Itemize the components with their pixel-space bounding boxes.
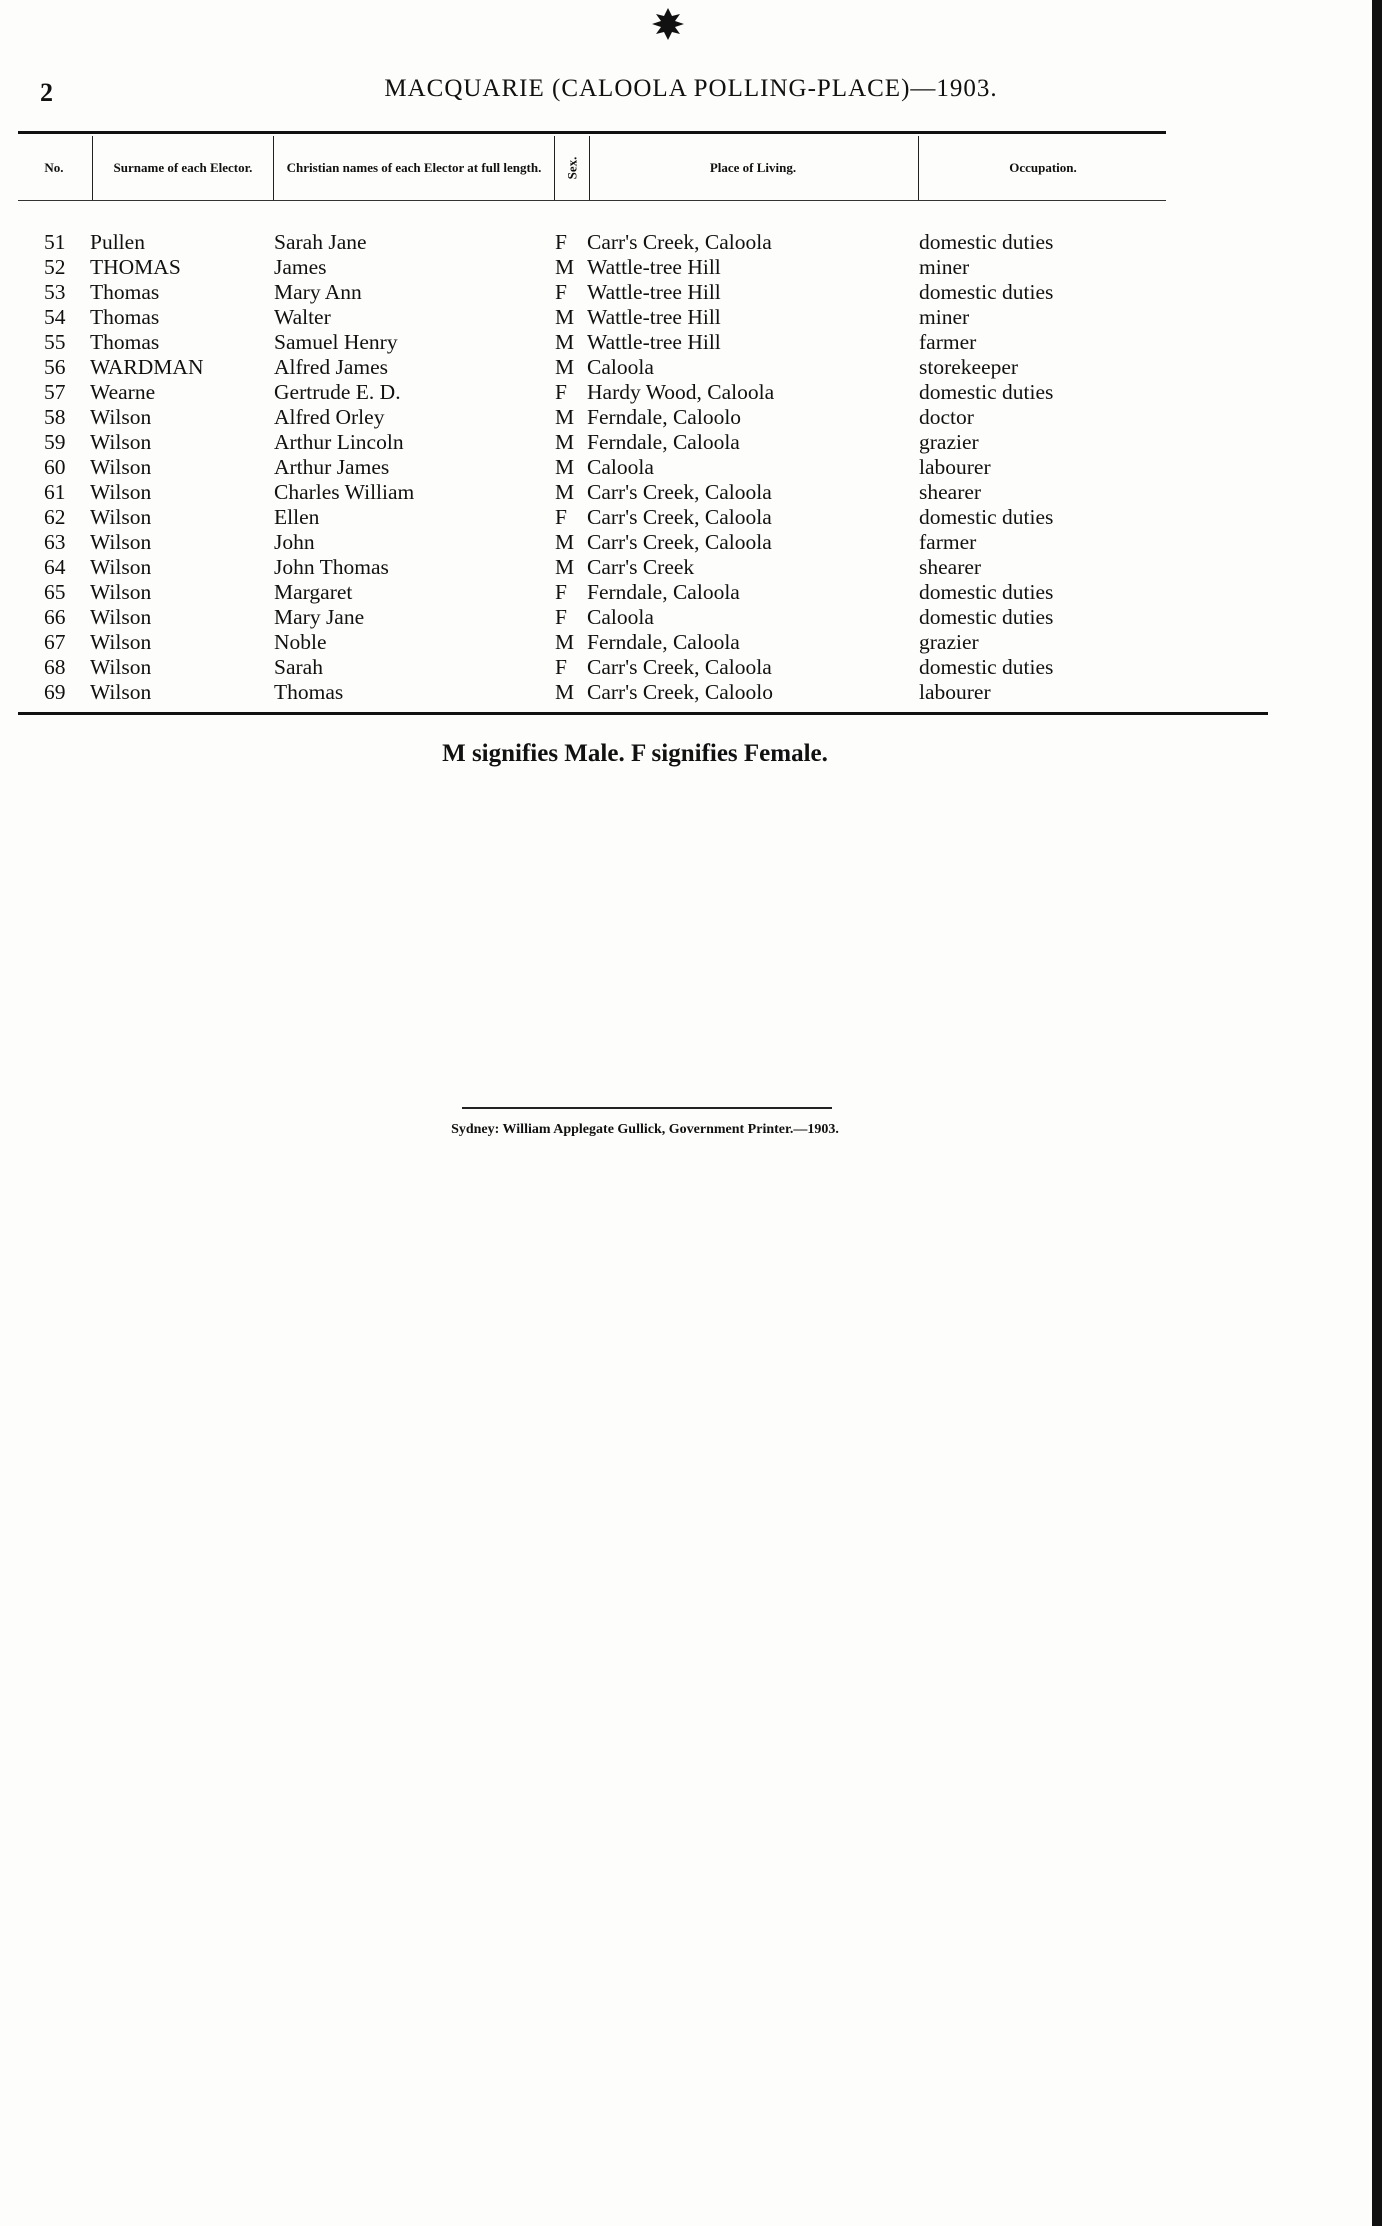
elector-number: 62 — [44, 505, 66, 529]
elector-number: 67 — [44, 630, 66, 654]
elector-surname: Wilson — [90, 555, 152, 579]
elector-number: 51 — [44, 230, 66, 254]
table-row — [0, 230, 1382, 255]
elector-surname: Wilson — [90, 405, 152, 429]
elector-number: 59 — [44, 430, 66, 454]
elector-christian-names: John Thomas — [274, 555, 389, 579]
elector-occupation: domestic duties — [919, 605, 1054, 629]
elector-place-of-living: Wattle-tree Hill — [587, 280, 721, 304]
elector-christian-names: Mary Ann — [274, 280, 362, 304]
elector-place-of-living: Caloola — [587, 455, 654, 479]
elector-number: 56 — [44, 355, 66, 379]
elector-occupation: farmer — [919, 530, 977, 554]
elector-place-of-living: Carr's Creek, Caloola — [587, 230, 772, 254]
elector-sex: M — [555, 680, 575, 704]
elector-occupation: storekeeper — [919, 355, 1019, 379]
elector-sex: M — [555, 455, 575, 479]
elector-sex: F — [555, 580, 567, 604]
elector-surname: Wilson — [90, 680, 152, 704]
table-row — [0, 255, 1382, 280]
table-top-rule — [18, 131, 1166, 134]
table-row — [0, 505, 1382, 530]
elector-christian-names: Alfred Orley — [274, 405, 385, 429]
table-row — [0, 555, 1382, 580]
elector-surname: Wilson — [90, 605, 152, 629]
crest-emblem-icon — [648, 6, 688, 42]
elector-sex: M — [555, 355, 575, 379]
header-place-of-living: Place of Living. — [709, 160, 797, 175]
elector-sex: M — [555, 405, 575, 429]
elector-sex: M — [555, 255, 575, 279]
elector-surname: Wilson — [90, 630, 152, 654]
header-surname: Surname of each Elector. — [92, 136, 273, 200]
elector-sex: M — [555, 555, 575, 579]
elector-sex: F — [555, 655, 567, 679]
elector-sex: M — [555, 530, 575, 554]
elector-occupation: miner — [919, 305, 970, 329]
elector-number: 68 — [44, 655, 66, 679]
elector-number: 57 — [44, 380, 66, 404]
table-row — [0, 580, 1382, 605]
elector-number: 54 — [44, 305, 66, 329]
printer-imprint: Sydney: William Applegate Gullick, Government Printer.—1903. — [451, 1122, 839, 1137]
elector-sex: M — [555, 430, 575, 454]
elector-christian-names: Arthur James — [274, 455, 390, 479]
elector-occupation: labourer — [919, 455, 991, 479]
elector-place-of-living: Ferndale, Caloolo — [587, 405, 742, 429]
table-row — [0, 430, 1382, 455]
elector-occupation: shearer — [919, 555, 982, 579]
table-row — [0, 655, 1382, 680]
elector-number: 58 — [44, 405, 66, 429]
elector-surname: Wilson — [90, 455, 152, 479]
table-row — [0, 480, 1382, 505]
elector-occupation: domestic duties — [919, 380, 1054, 404]
elector-christian-names: Ellen — [274, 505, 320, 529]
elector-surname: Wilson — [90, 580, 152, 604]
elector-number: 61 — [44, 480, 66, 504]
elector-occupation: doctor — [919, 405, 974, 429]
elector-sex: M — [555, 305, 575, 329]
elector-number: 65 — [44, 580, 66, 604]
elector-christian-names: John — [274, 530, 315, 554]
elector-number: 63 — [44, 530, 66, 554]
elector-place-of-living: Ferndale, Caloola — [587, 630, 740, 654]
elector-surname: Wilson — [90, 430, 152, 454]
elector-christian-names: Charles William — [274, 480, 415, 504]
table-row — [0, 680, 1382, 705]
elector-number: 55 — [44, 330, 66, 354]
table-row — [0, 405, 1382, 430]
elector-occupation: domestic duties — [919, 505, 1054, 529]
elector-surname: Thomas — [90, 305, 160, 329]
elector-occupation: miner — [919, 255, 970, 279]
table-row — [0, 280, 1382, 305]
elector-christian-names: Samuel Henry — [274, 330, 398, 354]
table-row — [0, 330, 1382, 355]
elector-occupation: grazier — [919, 630, 979, 654]
page-title: MACQUARIE (CALOOLA POLLING-PLACE)—1903. — [384, 75, 998, 102]
elector-sex: F — [555, 605, 567, 629]
header-bottom-rule — [18, 200, 1166, 201]
elector-christian-names: Thomas — [274, 680, 344, 704]
elector-sex: F — [555, 380, 567, 404]
header-no: No. — [44, 160, 64, 175]
elector-place-of-living: Ferndale, Caloola — [587, 580, 740, 604]
elector-occupation: domestic duties — [919, 230, 1054, 254]
elector-number: 53 — [44, 280, 66, 304]
elector-place-of-living: Wattle-tree Hill — [587, 330, 721, 354]
elector-number: 52 — [44, 255, 66, 279]
header-occupation: Occupation. — [918, 136, 1167, 200]
header-christian-names: Christian names of each Elector at full length. — [273, 136, 554, 200]
elector-occupation: domestic duties — [919, 580, 1054, 604]
elector-sex: F — [555, 505, 567, 529]
elector-place-of-living: Carr's Creek, Caloolo — [587, 680, 773, 704]
elector-place-of-living: Ferndale, Caloola — [587, 430, 740, 454]
table-bottom-rule — [18, 712, 1268, 715]
elector-place-of-living: Wattle-tree Hill — [587, 305, 721, 329]
elector-surname: Wilson — [90, 530, 152, 554]
elector-occupation: shearer — [919, 480, 982, 504]
elector-place-of-living: Caloola — [587, 605, 654, 629]
elector-place-of-living: Carr's Creek, Caloola — [587, 505, 772, 529]
elector-christian-names: Mary Jane — [274, 605, 365, 629]
elector-christian-names: Walter — [274, 305, 331, 329]
page-number: 2 — [40, 78, 53, 107]
elector-occupation: domestic duties — [919, 280, 1054, 304]
elector-number: 60 — [44, 455, 66, 479]
elector-occupation: domestic duties — [919, 655, 1054, 679]
table-row — [0, 305, 1382, 330]
table-row — [0, 630, 1382, 655]
elector-sex: M — [555, 630, 575, 654]
sex-legend: M signifies Male. F signifies Female. — [442, 740, 828, 767]
elector-surname: Pullen — [90, 230, 145, 254]
elector-sex: F — [555, 280, 567, 304]
elector-christian-names: Alfred James — [274, 355, 389, 379]
elector-place-of-living: Carr's Creek — [587, 555, 695, 579]
elector-number: 69 — [44, 680, 66, 704]
elector-number: 64 — [44, 555, 66, 579]
table-row — [0, 605, 1382, 630]
elector-christian-names: Gertrude E. D. — [274, 380, 401, 404]
elector-number: 66 — [44, 605, 66, 629]
table-row — [0, 455, 1382, 480]
elector-place-of-living: Hardy Wood, Caloola — [587, 380, 775, 404]
elector-sex: M — [555, 330, 575, 354]
elector-sex: F — [555, 230, 567, 254]
elector-place-of-living: Carr's Creek, Caloola — [587, 530, 772, 554]
elector-christian-names: Noble — [274, 630, 327, 654]
page-spine-edge — [1372, 0, 1382, 2226]
elector-christian-names: Margaret — [274, 580, 353, 604]
table-row — [0, 380, 1382, 405]
elector-christian-names: Arthur Lincoln — [274, 430, 404, 454]
elector-sex: M — [555, 480, 575, 504]
elector-place-of-living: Caloola — [587, 355, 654, 379]
elector-surname: Wearne — [90, 380, 156, 404]
elector-place-of-living: Carr's Creek, Caloola — [587, 480, 772, 504]
elector-surname: WARDMAN — [90, 355, 204, 379]
elector-surname: Wilson — [90, 480, 152, 504]
elector-occupation: labourer — [919, 680, 991, 704]
elector-occupation: grazier — [919, 430, 979, 454]
elector-occupation: farmer — [919, 330, 977, 354]
elector-christian-names: Sarah Jane — [274, 230, 367, 254]
elector-surname: Thomas — [90, 280, 160, 304]
elector-surname: Thomas — [90, 330, 160, 354]
elector-christian-names: Sarah — [274, 655, 323, 679]
elector-place-of-living: Wattle-tree Hill — [587, 255, 721, 279]
elector-place-of-living: Carr's Creek, Caloola — [587, 655, 772, 679]
elector-surname: Wilson — [90, 655, 152, 679]
header-sex-label: Sex. — [564, 156, 579, 180]
header-sex — [554, 136, 590, 200]
printer-rule — [462, 1107, 832, 1109]
table-row — [0, 530, 1382, 555]
elector-surname: THOMAS — [90, 255, 181, 279]
elector-surname: Wilson — [90, 505, 152, 529]
table-row — [0, 355, 1382, 380]
elector-christian-names: James — [274, 255, 327, 279]
